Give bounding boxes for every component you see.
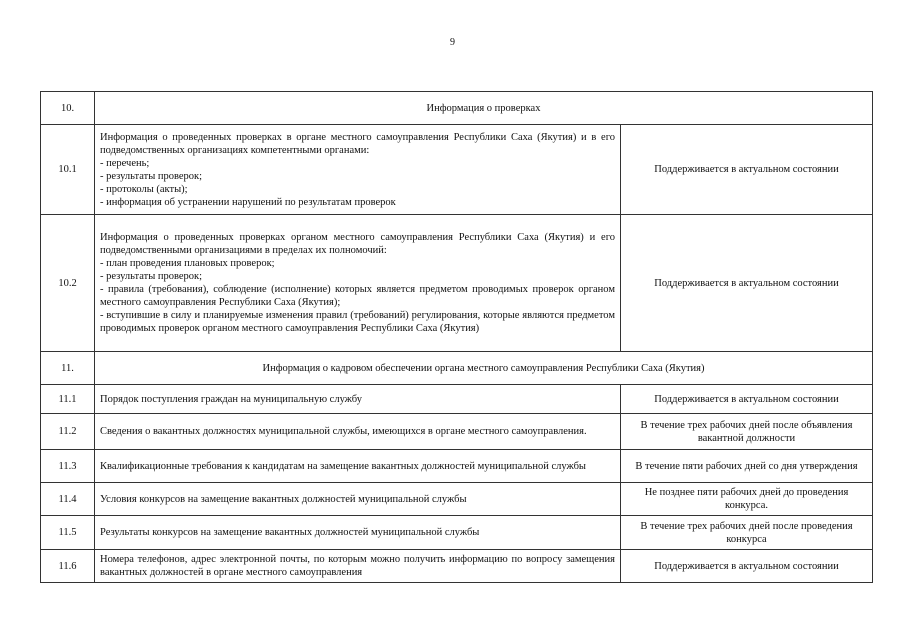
- row-number: 10.1: [41, 125, 95, 215]
- row-number: 10.2: [41, 215, 95, 352]
- row-number: 11.3: [41, 450, 95, 483]
- description-line: - вступившие в силу и планируемые изменения правил (требований) регулирования, которые являются предметом проводимых проверок органом местного самоуправления Республики Саха (Якутия): [100, 310, 615, 334]
- description-line: Квалификационные требования к кандидатам на замещение вакантных должностей муниципальной службы: [100, 460, 586, 472]
- table-row: [41, 385, 873, 414]
- row-requirement: Не позднее пяти рабочих дней до проведения конкурса.: [621, 483, 873, 516]
- row-description: [95, 125, 621, 215]
- description-line: - протоколы (акты);: [100, 183, 188, 195]
- row-number: 11.4: [41, 483, 95, 516]
- row-description: [95, 215, 621, 352]
- row-requirement: Поддерживается в актуальном состоянии: [621, 385, 873, 414]
- description-line: - результаты проверок;: [100, 170, 203, 182]
- row-requirement: В течение пяти рабочих дней со дня утверждения: [621, 450, 873, 483]
- row-requirement: В течение трех рабочих дней после проведения конкурса: [621, 516, 873, 550]
- description-line: Условия конкурсов на замещение вакантных должностей муниципальной службы: [100, 493, 467, 505]
- table-row: [41, 450, 873, 483]
- row-description: [95, 414, 621, 450]
- table-row: [41, 516, 873, 550]
- page-number: 9: [450, 37, 455, 48]
- section-title: Информация о проверках: [95, 92, 873, 125]
- row-requirement: Поддерживается в актуальном состоянии: [621, 125, 873, 215]
- description-line: - план проведения плановых проверок;: [100, 258, 275, 269]
- description-line: - перечень;: [100, 157, 150, 169]
- row-requirement: В течение трех рабочих дней после объявления вакантной должности: [621, 414, 873, 450]
- section-title: Информация о кадровом обеспечении органа местного самоуправления Республики Саха (Якутия): [95, 352, 873, 385]
- table-row: [41, 414, 873, 450]
- row-number: 11.1: [41, 385, 95, 414]
- description-line: Номера телефонов, адрес электронной почты, по которым можно получить информацию по вопросу замещения вакантных должностей в органе местного самоуправления: [100, 554, 615, 578]
- row-requirement: Поддерживается в актуальном состоянии: [621, 550, 873, 583]
- information-table: [40, 91, 873, 583]
- table-row: [41, 550, 873, 583]
- description-line: Информация о проведенных проверках органом местного самоуправления Республики Саха (Якутия) и его подведомственными организациями в пределах их полномочий:: [100, 232, 615, 256]
- section-header-row: [41, 352, 873, 385]
- table-row: [41, 215, 873, 352]
- section-number: 11.: [41, 352, 95, 385]
- row-description: [95, 483, 621, 516]
- row-description: [95, 450, 621, 483]
- description-line: - информация об устранении нарушений по результатам проверок: [100, 196, 396, 208]
- description-line: Информация о проведенных проверках в органе местного самоуправления Республики Саха (Якутия) и в его подведомственных организациях компетентными органами:: [100, 131, 615, 156]
- row-description: [95, 385, 621, 414]
- row-requirement: Поддерживается в актуальном состоянии: [621, 215, 873, 352]
- description-line: Сведения о вакантных должностях муниципальной службы, имеющихся в органе местного самоуправления.: [100, 426, 587, 437]
- row-number: 11.5: [41, 516, 95, 550]
- row-number: 11.6: [41, 550, 95, 583]
- row-number: 11.2: [41, 414, 95, 450]
- row-description: [95, 550, 621, 583]
- table-row: [41, 483, 873, 516]
- table-row: [41, 125, 873, 215]
- row-description: [95, 516, 621, 550]
- description-line: Порядок поступления граждан на муниципальную службу: [100, 393, 362, 405]
- description-line: - правила (требования), соблюдение (исполнение) которых является предметом проводимых проверок органом местного самоуправления Республики Саха (Якутия);: [100, 284, 615, 308]
- section-number: 10.: [41, 92, 95, 125]
- section-header-row: [41, 92, 873, 125]
- description-line: - результаты проверок;: [100, 271, 203, 282]
- description-line: Результаты конкурсов на замещение вакантных должностей муниципальной службы: [100, 527, 480, 538]
